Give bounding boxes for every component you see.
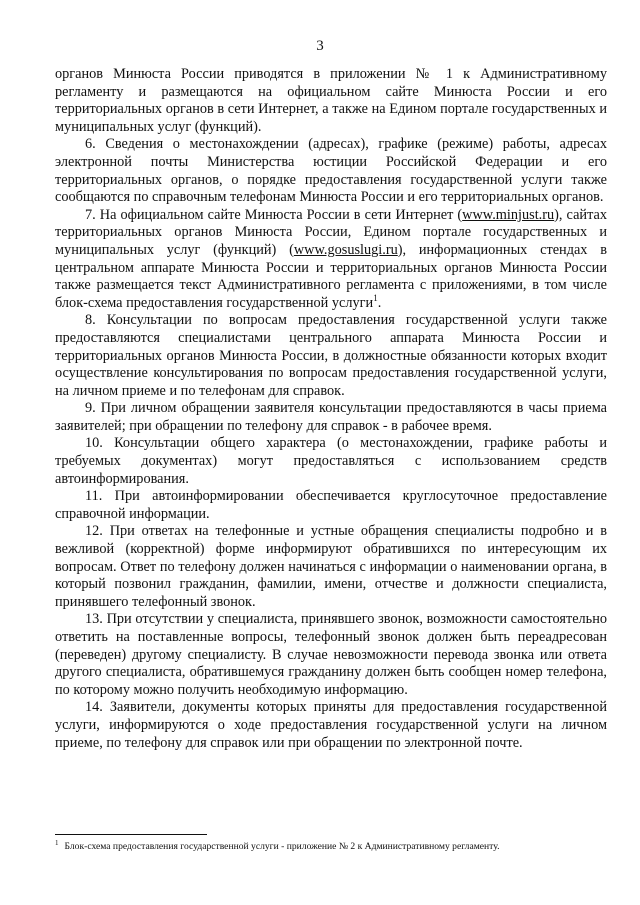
paragraph-continuation: органов Минюста России приводятся в приложении № 1 к Административному регламенту и размещаются на официальном сайте Минюста России и его территориальных органов в сети Интернет, а также на Едином портале государственных и муниципальных услуг (функций).	[55, 66, 607, 135]
footnote	[55, 838, 615, 853]
paragraph-11: 11. При автоинформировании обеспечивается круглосуточное предоставление справочной информации.	[55, 488, 607, 522]
paragraph-13: 13. При отсутствии у специалиста, принявшего звонок, возможности самостоятельно ответить на поставленные вопросы, телефонный звонок должен быть переадресован (переведен) другому специалисту. В случае невозможности перевода звонка или ответа другого специалиста, обратившемуся гражданину должен быть сообщен номер телефона, по которому можно получить необходимую информацию.	[55, 611, 607, 698]
footnote-divider	[55, 834, 207, 835]
paragraph-9: 9. При личном обращении заявителя консультации предоставляются в часы приема заявителей; при обращении по телефону для справок - в рабочее время.	[55, 400, 607, 434]
gosuslugi-link[interactable]: www.gosuslugi.ru	[293, 241, 398, 258]
paragraph-7-text-1: 7. На официальном сайте Минюста России в сети Интернет (	[85, 206, 463, 223]
paragraph-7-text-4: .	[377, 294, 382, 311]
paragraph-6: 6. Сведения о местонахождении (адресах), графике (режиме) работы, адресах электронной почты Министерства юстиции Российской Федерации и его территориальных органов, о порядке предоставления государственной услуги также сообщаются по справочным телефонам Минюста России и его территориальных органов.	[55, 136, 607, 206]
paragraph-12: 12. При ответах на телефонные и устные обращения специалисты подробно и в вежливой (корректной) форме информируют обратившихся по интересующим их вопросам. Ответ по телефону должен начинаться с информации о наименовании органа, в который позвонил гражданин, фамилии, имени, отчестве и должности специалиста, принявшего телефонный звонок.	[55, 523, 607, 610]
paragraph-7-text-2: ), сайтах территориальных органов Минюста России, Едином портале государственных и муниципальных услуг (функций) (	[55, 206, 607, 258]
document-body	[55, 66, 607, 752]
page-number: 3	[316, 38, 324, 54]
paragraph-7-text-3: ), информационных стендах в центральном аппарате Минюста России и территориальных органов Минюста России также размещается текст Административного регламента с приложениями, в том числе блок-схема предоставления государственной услуги	[55, 241, 607, 311]
footnote-text: Блок-схема предоставления государственной услуги - приложение № 2 к Административному регламенту.	[64, 841, 500, 852]
paragraph-14: 14. Заявители, документы которых приняты для предоставления государственной услуги, информируются о ходе предоставления государственной услуги на личном приеме, по телефону для справок или при обращении по электронной почте.	[55, 699, 607, 751]
footnote-reference: 1	[373, 292, 378, 303]
paragraph-10: 10. Консультации общего характера (о местонахождении, графике работы и требуемых документах) могут предоставляться с использованием средств автоинформирования.	[55, 435, 607, 487]
paragraph-7	[55, 207, 607, 313]
footnote-marker: 1	[55, 838, 59, 847]
paragraph-8: 8. Консультации по вопросам предоставления государственной услуги также предоставляются специалистами центрального аппарата Минюста России и территориальных органов Минюста России, в должностные обязанности которых входит осуществление консультирования по вопросам предоставления государственной услуги, на личном приеме и по телефонам для справок.	[55, 312, 607, 399]
minjust-link[interactable]: www.minjust.ru	[462, 206, 555, 223]
